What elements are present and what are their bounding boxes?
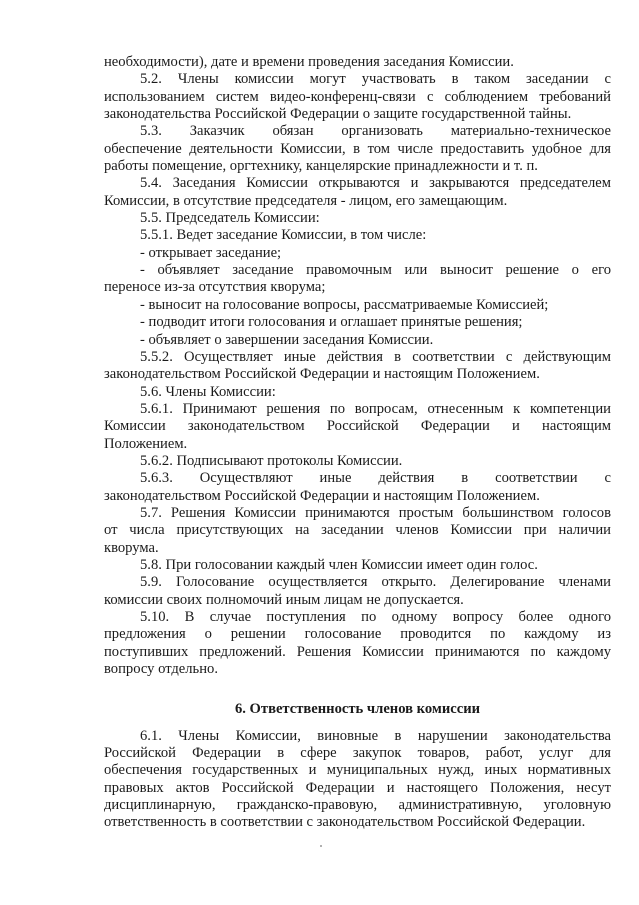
text-line: ответственность в соответствии с законодательством Российской Федерации. xyxy=(104,814,586,831)
text-line: законодательством Российской Федерации и настоящим Положением. xyxy=(104,366,540,383)
text-line: законодательства Российской Федерации о защите государственной тайны. xyxy=(104,106,572,123)
text-line: - выносит на голосование вопросы, рассматриваемые Комиссией; xyxy=(140,296,549,313)
text-line: переносе из-за отсутствия кворума; xyxy=(104,279,326,296)
text-line: 5.10. В случае поступления по одному вопросу более одного xyxy=(140,609,611,625)
text-line: работы помещение, оргтехнику, канцелярские принадлежности и т. п. xyxy=(104,158,538,175)
text-line: 5.6.1. Принимают решения по вопросам, отнесенным к компетенции xyxy=(140,400,611,417)
text-line: 5.6.3. Осуществляют иные действия в соответствии с xyxy=(140,470,611,487)
text-line: - подводит итоги голосования и оглашает принятые решения; xyxy=(140,314,523,331)
scan-speck xyxy=(320,845,322,847)
text-line: Российской Федерации в сфере закупок товаров, работ, услуг для xyxy=(104,745,611,762)
text-line: обеспечение деятельности Комиссии, в том числе предоставить удобное для xyxy=(104,140,611,157)
text-line: 6.1. Члены Комиссии, виновные в нарушении законодательства xyxy=(140,727,611,744)
text-line: 5.6.2. Подписывают протоколы Комиссии. xyxy=(140,452,403,469)
section-heading: 6. Ответственность членов комиссии xyxy=(234,701,481,718)
text-line: 5.2. Члены комиссии могут участвовать в таком заседании с xyxy=(140,71,611,88)
text-line: от числа присутствующих на заседании членов Комиссии при наличии xyxy=(104,522,611,539)
text-line: 5.6. Члены Комиссии: xyxy=(140,383,276,400)
body-text xyxy=(104,54,611,678)
text-line: Комиссии законодательством Российской Федерации и настоящим xyxy=(104,418,611,435)
text-line: - объявляет заседание правомочным или выносит решение о его xyxy=(140,262,611,279)
text-line: предложения о решении голосование проводится по каждому из xyxy=(104,626,611,643)
section-text xyxy=(104,728,611,832)
text-line: поступивших предложений. Решения Комиссии принимаются по каждому xyxy=(104,643,611,660)
text-line: 5.9. Голосование осуществляется открыто. Делегирование членами xyxy=(140,574,611,591)
text-line: дисциплинарную, гражданско-правовую, административную, уголовную xyxy=(104,797,611,814)
text-line: использованием систем видео-конференц-связи с соблюдением требований xyxy=(104,88,611,105)
text-line: законодательством Российской Федерации и настоящим Положением. xyxy=(104,487,540,504)
text-line: Комиссии, в отсутствие председателя - лицом, его замещающим. xyxy=(104,192,508,209)
text-line: вопросу отдельно. xyxy=(104,661,218,678)
text-line: 5.4. Заседания Комиссии открываются и закрываются председателем xyxy=(140,175,611,192)
text-line: правовых актов Российской Федерации и настоящего Положения, несут xyxy=(104,779,611,796)
text-line: 5.5. Председатель Комиссии: xyxy=(140,210,320,227)
text-line: необходимости), дате и времени проведения заседания Комиссии. xyxy=(104,54,514,70)
text-line: обеспечения государственных и муниципальных нужд, иных нормативных xyxy=(104,762,611,779)
text-line: 5.8. При голосовании каждый член Комиссии имеет один голос. xyxy=(140,556,538,573)
text-line: комиссии своих полномочий иным лицам не допускается. xyxy=(104,591,464,608)
text-line: - открывает заседание; xyxy=(140,244,282,261)
text-line: 5.3. Заказчик обязан организовать материально-техническое xyxy=(140,123,611,140)
text-line: - объявляет о завершении заседания Комиссии. xyxy=(140,331,434,348)
text-line: Положением. xyxy=(104,435,188,452)
text-line: кворума. xyxy=(104,539,159,556)
text-line: 5.7. Решения Комиссии принимаются простым большинством голосов xyxy=(140,504,611,521)
text-line: 5.5.2. Осуществляет иные действия в соответствии с действующим xyxy=(140,348,611,365)
section-gap xyxy=(104,678,611,701)
text-line: 5.5.1. Ведет заседание Комиссии, в том числе: xyxy=(140,227,427,244)
